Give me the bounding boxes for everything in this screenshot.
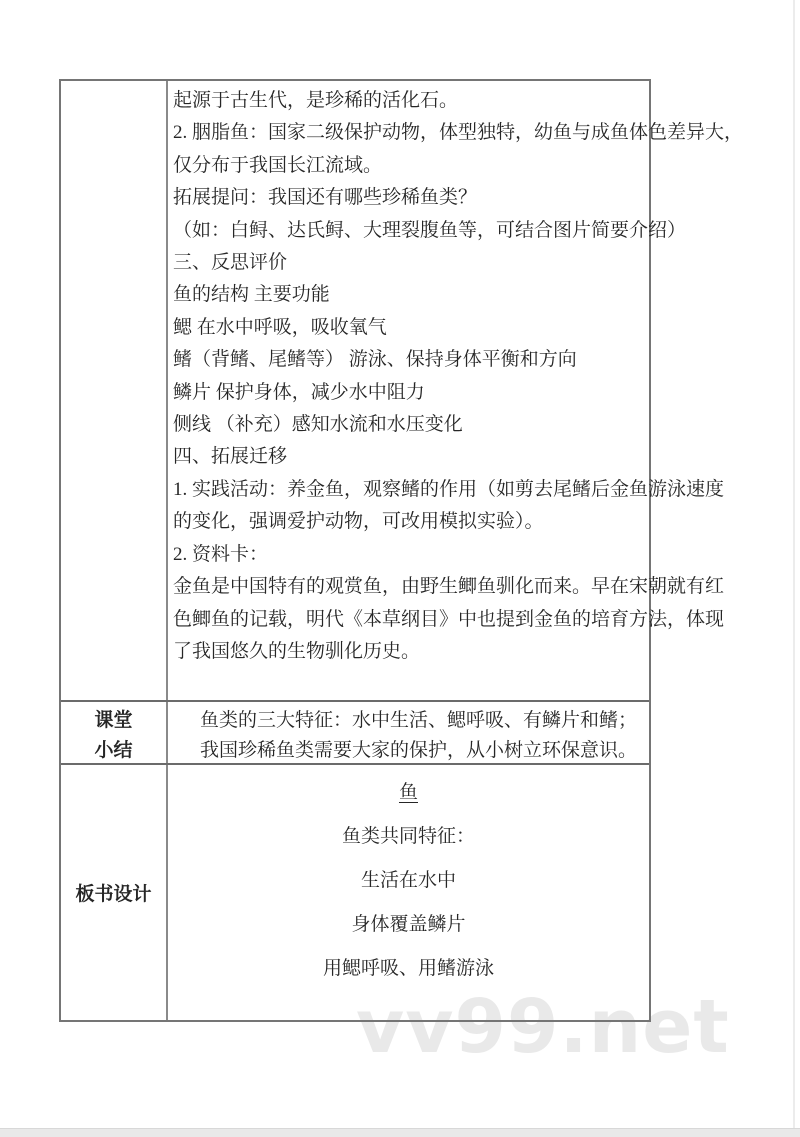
- content-line: 了我国悠久的生物驯化历史。: [173, 640, 421, 662]
- content-line: 拓展提问：我国还有哪些珍稀鱼类？: [173, 187, 478, 209]
- content-line: （如：白鲟、达氏鲟、大理裂腹鱼等，可结合图片简要介绍）: [173, 219, 687, 241]
- content-line: 鳞片 保护身体，减少水中阻力: [173, 381, 425, 403]
- class-summary-label-cell: [61, 702, 168, 763]
- content-line: 鱼的结构 主要功能: [173, 284, 330, 306]
- content-line: 1. 实践活动：养金鱼，观察鳍的作用（如剪去尾鳍后金鱼游泳速度: [173, 478, 725, 500]
- content-line: 三、反思评价: [173, 252, 288, 274]
- content-line: 四、拓展迁移: [173, 446, 288, 468]
- content-line: 起源于古生代，是珍稀的活化石。: [173, 90, 459, 111]
- content-line: 色鲫鱼的记载，明代《本草纲目》中也提到金鱼的培育方法，体现: [173, 608, 725, 630]
- board-line: 鱼类共同特征：: [341, 826, 475, 847]
- class-summary-label-line: 小结: [94, 740, 133, 761]
- board-line: 用鳃呼吸、用鳍游泳: [322, 958, 494, 979]
- class-summary-content: [168, 702, 649, 763]
- continuation-row-empty-label-cell: [61, 81, 168, 700]
- content-line: 鳃 在水中呼吸，吸收氧气: [173, 316, 387, 338]
- page-right-edge: [793, 0, 795, 1137]
- watermark-text: vv99.net: [356, 984, 730, 1070]
- board-design-label: 板书设计: [75, 884, 152, 905]
- continuation-row-content: [168, 81, 744, 700]
- content-line: 金鱼是中国特有的观赏鱼，由野生鲫鱼驯化而来。早在宋朝就有红: [173, 576, 725, 598]
- board-design-content: [168, 765, 649, 1020]
- table-row-class-summary: [61, 702, 649, 765]
- content-line: 仅分布于我国长江流域。: [173, 154, 383, 176]
- content-line: 鳍（背鳍、尾鳍等） 游泳、保持身体平衡和方向: [173, 349, 577, 371]
- lesson-plan-table: [59, 79, 744, 1022]
- content-line: 鱼类的三大特征：水中生活、鳃呼吸、有鳞片和鳍；: [200, 710, 638, 731]
- scan-bottom-band: [0, 1128, 800, 1137]
- board-line: 生活在水中: [360, 870, 456, 891]
- table-row-continuation: [61, 81, 744, 702]
- class-summary-label-line: 课堂: [94, 710, 133, 731]
- content-line: 的变化，强调爱护动物，可改用模拟实验）。: [173, 511, 544, 533]
- content-line: 侧线 （补充）感知水流和水压变化: [173, 414, 463, 436]
- content-line: 2. 资料卡：: [173, 543, 269, 565]
- content-line: 2. 胭脂鱼：国家二级保护动物，体型独特，幼鱼与成鱼体色差异大，: [173, 122, 744, 144]
- board-line: 身体覆盖鳞片: [351, 914, 466, 935]
- table-row-board-design: [61, 765, 649, 1020]
- content-line: 我国珍稀鱼类需要大家的保护，从小树立环保意识。: [200, 740, 638, 761]
- board-title: 鱼: [398, 782, 418, 803]
- board-design-label-cell: [61, 765, 168, 1020]
